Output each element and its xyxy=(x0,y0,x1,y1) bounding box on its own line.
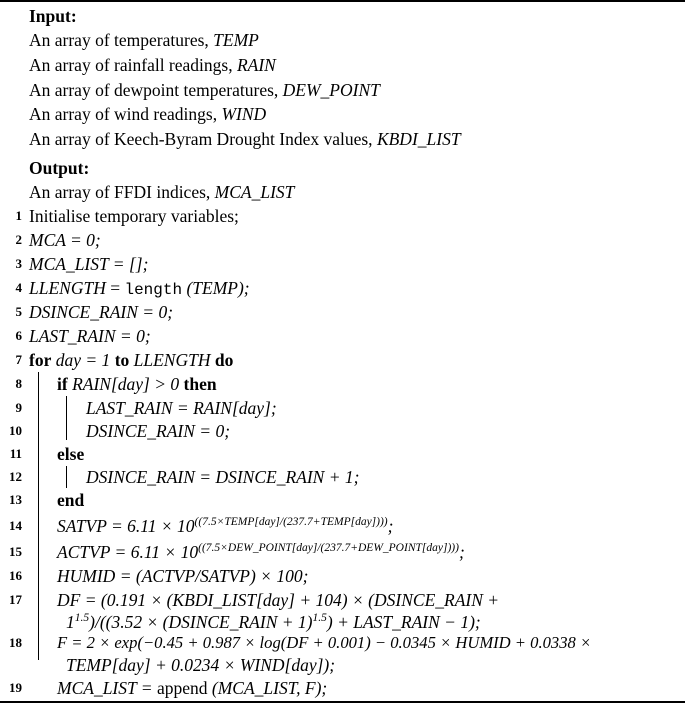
algo-line-15: ACTVP = $6.11 \times 10^{((7.5\times DEW\_POINT[day]/(237.7+DEW\_POINT[day])))}$; xyxy=(57,542,465,562)
top-rule xyxy=(0,0,685,2)
algo-line-19: MCA_LIST = append (MCA_LIST, F); xyxy=(57,678,328,698)
line-number: 9 xyxy=(15,400,22,415)
algo-line-10: DSINCE_RAIN = 0; xyxy=(86,421,231,441)
algo-line-3: MCA_LIST = []; xyxy=(29,254,149,274)
bottom-rule xyxy=(0,701,685,703)
algo-line-5: DSINCE_RAIN = 0; xyxy=(29,302,174,322)
line-number: 16 xyxy=(9,568,22,583)
algo-line-18-cont: TEMP[day] + 0.0234 × WIND[day]); xyxy=(66,655,336,675)
line-number: 11 xyxy=(9,446,22,461)
line-number: 6 xyxy=(15,328,22,343)
line-number: 10 xyxy=(9,423,22,438)
algo-line-12: DSINCE_RAIN = DSINCE_RAIN + 1; xyxy=(86,467,360,487)
line-number: 7 xyxy=(15,352,22,367)
line-number: 2 xyxy=(15,232,22,247)
loop-block-bar xyxy=(38,372,39,660)
if-block-bar xyxy=(66,396,67,440)
algo-line-2: MCA = 0; xyxy=(29,230,101,250)
line-number: 18 xyxy=(9,635,22,650)
input-item: An array of dewpoint temperatures, DEW_POINT xyxy=(29,80,380,100)
input-item: An array of wind readings, WIND xyxy=(29,104,267,124)
line-number: 13 xyxy=(9,492,22,507)
input-item: An array of Keech-Byram Drought Index values, KBDI_LIST xyxy=(29,129,461,149)
algo-line-16: HUMID = (ACTVP/SATVP) × 100; xyxy=(57,566,309,586)
line-number: 14 xyxy=(9,518,22,533)
else-block-bar xyxy=(66,466,67,488)
algo-line-11: else xyxy=(57,444,85,464)
line-number: 15 xyxy=(9,544,22,559)
algo-line-9: LAST_RAIN = RAIN[day]; xyxy=(86,398,277,418)
line-number: 8 xyxy=(15,376,22,391)
line-number: 3 xyxy=(15,256,22,271)
algo-line-18: F = 2 × exp(−0.45 + 0.987 × log(DF + 0.001) − 0.0345 × HUMID + 0.0338 × xyxy=(57,633,592,652)
algo-line-17-cont: $1^{1.5})/((3.52$ × (DSINCE_RAIN + 1)$^{1.5}$) + LAST_RAIN − 1); xyxy=(66,612,481,632)
line-number: 12 xyxy=(9,469,22,484)
input-item: An array of temperatures, TEMP xyxy=(29,30,259,50)
algo-line-6: LAST_RAIN = 0; xyxy=(29,326,151,346)
output-item: An array of FFDI indices, MCA_LIST xyxy=(29,182,295,202)
algo-line-13: end xyxy=(57,490,85,510)
algo-line-4: LLENGTH = length (TEMP); xyxy=(29,278,250,299)
algo-line-1: Initialise temporary variables; xyxy=(29,206,239,226)
line-number: 19 xyxy=(9,680,22,695)
line-number: 1 xyxy=(15,208,22,223)
algo-line-17: DF = (0.191 × (KBDI_LIST[day] + 104) × (DSINCE_RAIN + xyxy=(57,590,500,610)
input-item: An array of rainfall readings, RAIN xyxy=(29,55,276,75)
input-label: Input: xyxy=(29,6,77,26)
line-number: 4 xyxy=(15,280,22,295)
output-label: Output: xyxy=(29,158,90,178)
algo-line-14: SATVP = $6.11 \times 10^{((7.5\times TEMP[day]/(237.7+TEMP[day])))}$; xyxy=(57,516,394,536)
algo-line-7: for day = 1 to LLENGTH do xyxy=(29,350,234,370)
line-number: 5 xyxy=(15,304,22,319)
line-number: 17 xyxy=(9,592,22,607)
algo-line-8: if RAIN[day] > 0 then xyxy=(57,374,217,394)
